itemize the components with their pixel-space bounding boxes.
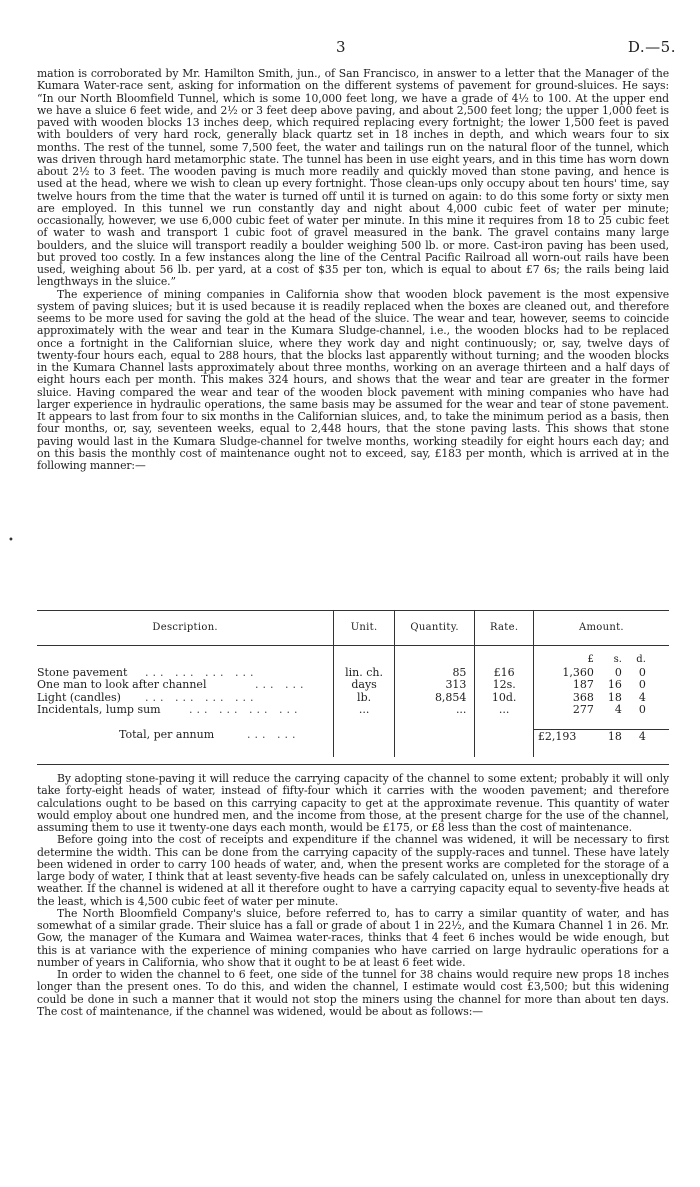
shillings-symbol: s. bbox=[613, 654, 622, 665]
row-quantity: 8,854 bbox=[394, 692, 475, 705]
header-unit: Unit. bbox=[334, 611, 394, 646]
row-description: Stone pavement bbox=[37, 665, 128, 679]
row-quantity: 313 bbox=[394, 679, 475, 692]
row-shillings: 18 bbox=[607, 690, 622, 704]
total-shillings: 18 bbox=[607, 729, 622, 743]
table-row bbox=[37, 679, 669, 692]
table-row bbox=[37, 704, 669, 717]
dot-leaders: ... ... ... ... bbox=[189, 703, 302, 716]
row-rate: ... bbox=[475, 704, 533, 717]
paragraph: Before going into the cost of receipts and expenditure if the channel was widened, it will be necessary to first determine the width. This can be done from the carrying capacity of the supply-races and tunnel. These have lately been widened in order to carry 100 heads of water, and, when the present works are completed for the storage of a large body of water, I think that at least seventy-five heads can be safely calculated on, unless in unexceptionally dry weather. If the channel is widened at all it therefore ought to have a carrying capacity equal to seventy-five heads at the least, which is 4,500 cubic feet of water per minute. bbox=[37, 833, 669, 908]
paragraph: The experience of mining companies in California show that wooden block pavement is the most expensive system of paving sluices; but it is used because it is readily replaced when the boxes are cleaned out, and therefore seems to be more used for saving the gold at the head of the sluice. The wear and tear, however, seems to coincide approximately with the wear and tear in the Kumara Sludge-channel, i.e., the wooden blocks had to be replaced once a fortnight in the Californian sluice, where they work day and night continuously; or, say, twelve days of twenty-four hours each, equal to 288 hours, that the blocks last apparently without turning; and the wooden blocks in the Kumara Channel lasts approximately about three months, working on an average thirteen and a half days of eight hours each per month. This makes 324 hours, and shows that the wear and tear are greater in the former sluice. Having compared the wear and tear of the wooden block pavement with mining companies who have had larger experience in hydraulic operations, the same basis may be assumed for the wear and tear of stone pavement. It appears to last from four to six months in the Californian sluices, and, to take the minimum period as a basis, then four months, or, say, seventeen weeks, equal to 2,448 hours, that the stone paving lasts. This shows that stone paving would last in the Kumara Sludge-channel for twelve months, working steadily for eight hours each day; and on this basis the monthly cost of maintenance ought not to exceed, say, £183 per month, which is arrived at in the following manner:— bbox=[37, 287, 669, 472]
paragraph: The North Bloomfield Company's sluice, before referred to, has to carry a similar quantity of water, and has somewhat of a similar grade. Their sluice has a fall or grade of about 1 in 22½, and the Kumara Channel 1 in 26. Mr. Gow, the manager of the Kumara and Waimea water-races, thinks that 4 feet 6 inches would be wide enough, but this is at variance with the experience of mining companies who have carried on large hydraulic operations for a number of years in California, who show that it ought to be at least 6 feet wide. bbox=[37, 906, 669, 969]
body-text-bottom bbox=[37, 773, 669, 1018]
row-pounds: 277 bbox=[572, 703, 594, 716]
table-bottom-rule bbox=[37, 764, 669, 765]
pounds-symbol: £ bbox=[587, 654, 594, 665]
row-shillings: 16 bbox=[607, 678, 622, 691]
page-number: 3 bbox=[336, 38, 346, 56]
paragraph: mation is corroborated by Mr. Hamilton Smith, jun., of San Francisco, in answer to a letter that the Manager of the Kumara Water-race sent, asking for information on the different systems of pavement for ground-sluices. He says: “In our North Bloomfield Tunnel, which is some 10,000 feet long, we have a grade of 4½ to 100. At the upper end we have a sluice 6 feet wide, and 2½ or 3 feet deep above paving, and about 2,500 feet long; the upper 1,000 feet is paved with wooden blocks 13 inches deep, which required replacing every fortnight; the lower 1,500 feet is paved with boulders of very hard rock, generally black quartz set in 18 inches in depth, and which wears four to six months. The rest of the tunnel, some 7,500 feet, the water and tailings run on the natural floor of the tunnel, which was driven through hard metamorphic state. The tunnel has been in use eight years, and in this time has worn down about 2½ to 3 feet. The wooden paving is much more readily and quickly moved than stone paving, and hence is used at the head, where we wish to clean up every fortnight. Those clean-ups only occupy about ten hours' time, say twelve hours from the time that the water is turned off until it is turned on again: to do this some forty or sixty men are employed. In this tunnel we run constantly day and night about 4,000 cubic feet of water per minute; occasionally, however, we use 6,000 cubic feet of water per minute. In this mine it requires from 18 to 25 cubic feet of water to wash and transport 1 cubic foot of gravel measured in the bank. The gravel contains many large boulders, and the sluice will transport readily a boulder weighing 500 lb. or more. Cast-iron paving has been used, but proved too costly. In a few instances along the line of the Central Pacific Railroad all worn-out rails have been used, weighing about 56 lb. per yard, at a cost of $35 per ton, which is equal to about £7 6s; the rails being laid lengthways in the sluice.” bbox=[37, 67, 669, 289]
row-pence: 0 bbox=[638, 678, 646, 691]
row-pounds: 187 bbox=[572, 678, 594, 691]
dot-leaders: ... ... bbox=[247, 728, 300, 741]
row-quantity: ... bbox=[394, 704, 475, 717]
paragraph: By adopting stone-paving it will reduce the carrying capacity of the channel to some extent; probably it will only take forty-eight heads of water, instead of fifty-four which it carries with the wooden pavement; and therefore calculations ought to be based on this carrying capacity to get at the approximate revenue. This quantity of water would employ about one hundred men, and the income from those, at the present charge for the use of the channel, assuming them to use it twenty-one days each month, would be £175, or £8 less than the cost of maintenance. bbox=[37, 772, 669, 834]
row-pounds: 368 bbox=[572, 690, 594, 704]
dot-leaders: ... ... ... ... bbox=[145, 665, 258, 679]
header-description: Description. bbox=[37, 611, 334, 646]
row-quantity: 85 bbox=[394, 667, 475, 680]
header-rate: Rate. bbox=[475, 611, 533, 646]
dot-leaders: ... ... ... ... bbox=[145, 690, 258, 704]
currency-row bbox=[37, 654, 669, 667]
maintenance-cost-table bbox=[37, 610, 669, 757]
body-text-top bbox=[37, 68, 669, 472]
row-description: Light (candles) bbox=[37, 690, 121, 704]
row-pence: 0 bbox=[638, 703, 646, 716]
table-header-row bbox=[37, 611, 669, 646]
header-amount: Amount. bbox=[533, 611, 669, 646]
row-shillings: 4 bbox=[614, 703, 622, 716]
total-row bbox=[37, 729, 669, 757]
dot-leaders: ... ... bbox=[255, 678, 308, 691]
header-quantity: Quantity. bbox=[394, 611, 475, 646]
document-reference: D.—5. bbox=[627, 38, 676, 56]
row-rate: 12s. bbox=[475, 679, 533, 692]
row-pounds: 1,360 bbox=[562, 665, 594, 679]
total-pounds: £2,193 bbox=[537, 729, 577, 743]
row-pence: 0 bbox=[638, 665, 646, 679]
row-description: Incidentals, lump sum bbox=[37, 703, 161, 716]
row-pence: 4 bbox=[638, 690, 646, 704]
table-spacer bbox=[37, 646, 669, 655]
row-description: One man to look after channel bbox=[37, 678, 207, 691]
row-shillings: 0 bbox=[614, 665, 622, 679]
pence-symbol: d. bbox=[636, 654, 646, 665]
row-unit: ... bbox=[334, 704, 394, 717]
page-header bbox=[0, 38, 700, 56]
total-pence: 4 bbox=[638, 729, 646, 743]
row-unit: days bbox=[334, 679, 394, 692]
row-unit: lin. ch. bbox=[334, 667, 394, 680]
paragraph: In order to widen the channel to 6 feet, one side of the tunnel for 38 chains would require new props 18 inches longer than the present ones. To do this, and widen the channel, I estimate would cost £3,500; but this widening could be done in such a manner that it would not stop the miners using the channel for more than about ten days. The cost of maintenance, if the channel was widened, would be about as follows:— bbox=[37, 968, 669, 1018]
margin-mark: • bbox=[8, 535, 14, 546]
row-unit: lb. bbox=[334, 692, 394, 705]
row-rate: £16 bbox=[475, 667, 533, 680]
row-rate: 10d. bbox=[475, 692, 533, 705]
total-label: Total, per annum bbox=[119, 728, 215, 741]
